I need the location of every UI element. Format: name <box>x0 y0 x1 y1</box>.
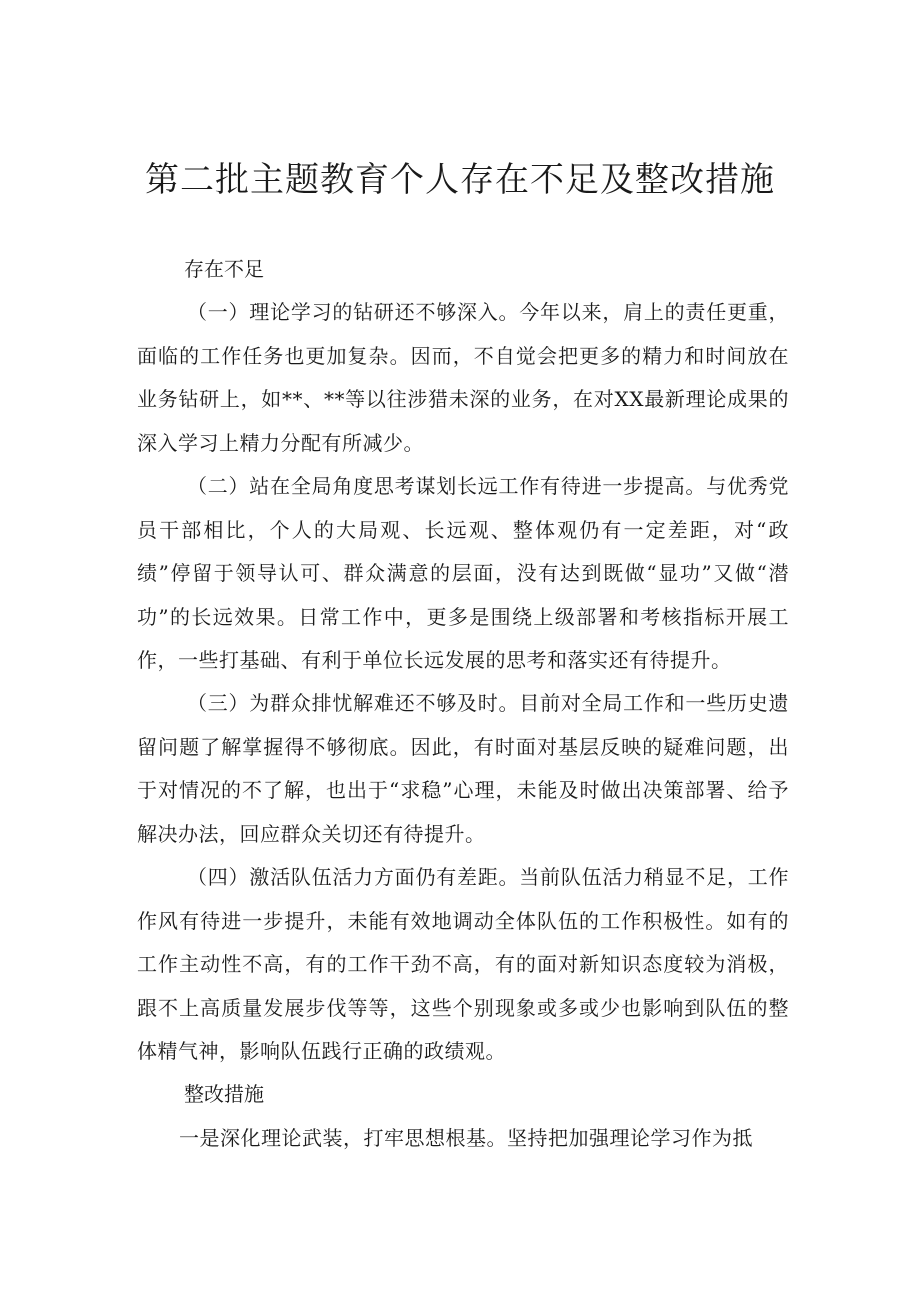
paragraph-3: （三）为群众排忧解难还不够及时。目前对全局工作和一些历史遗留问题了解掌握得不够彻底。因此，有时面对基层反映的疑难问题，出于对情况的不了解，也出于“求稳”心理，未能及时做出决策部署、给予解决办法，回应群众关切还有待提升。 <box>137 691 789 846</box>
section-heading-measures: 整改措施 <box>184 1082 264 1106</box>
paragraph-4: （四）激活队伍活力方面仍有差距。当前队伍活力稍显不足，工作作风有待进一步提升，未能有效地调动全体队伍的工作积极性。如有的工作主动性不高，有的工作干劲不高，有的面对新知识态度较为消极，跟不上高质量发展步伐等等，这些个别现象或多或少也影响到队伍的整体精气神，影响队伍践行正确的政绩观。 <box>137 865 789 1063</box>
measure-item-1: 一是深化理论武装，打牢思想根基。坚持把加强理论学习作为抵 <box>179 1126 753 1150</box>
section-heading-shortcomings: 存在不足 <box>184 257 264 281</box>
paragraph-1: （一）理论学习的钻研还不够深入。今年以来，肩上的责任更重，面临的工作任务也更加复杂。因而，不自觉会把更多的精力和时间放在业务钻研上，如**、**等以往涉猎未深的业务，在对XX最新理论成果的深入学习上精力分配有所减少。 <box>137 300 789 455</box>
paragraph-2: （二）站在全局角度思考谋划长远工作有待进一步提高。与优秀党员干部相比，个人的大局观、长远观、整体观仍有一定差距，对“政绩”停留于领导认可、群众满意的层面，没有达到既做“显功”又做“潜功”的长远效果。日常工作中，更多是围绕上级部署和考核指标开展工作，一些打基础、有利于单位长远发展的思考和落实还有待提升。 <box>137 474 789 672</box>
document-title: 第二批主题教育个人存在不足及整改措施 <box>145 160 775 200</box>
